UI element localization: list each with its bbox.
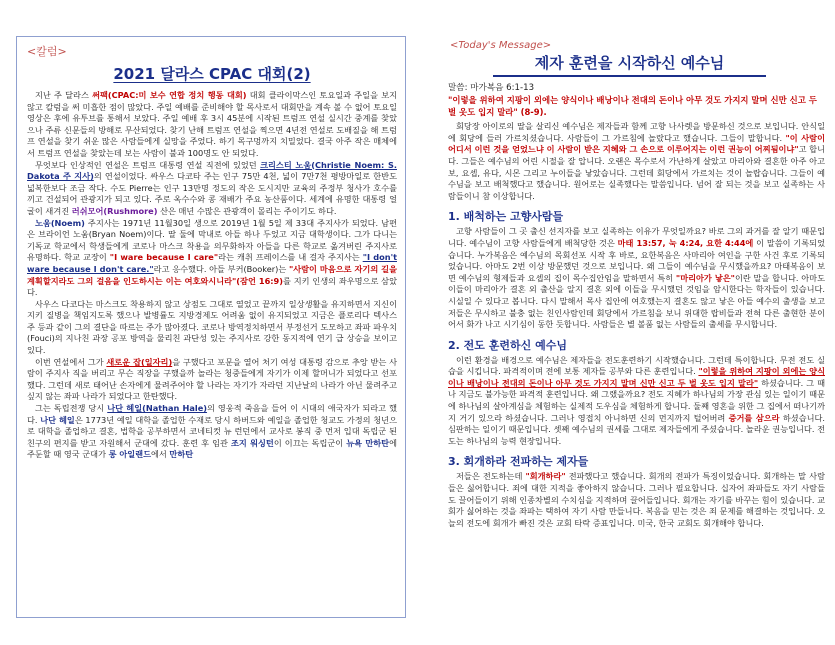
column-tag: <칼럼>: [27, 45, 67, 58]
column-paragraph-5: 이번 연설에서 그가 새로운 잡(일자리)을 구했다고 포문을 열어 처기 여성 대통령 감으로 추앙 받는 사람이 주지사 직을 버리고 무슨 직장을 구했을까 놀라는 청중들에게 자기가 이제 할머니가 되었다고 선포했다. 그런데 새로 태어난 손자에게 물려주어야 할 나라는 자기가 자라던 지난날의 나라가 아닌 물려주고 싶지 않는 좌파 나라가 되었다고 한탄했다.: [27, 356, 397, 402]
column-frame: [16, 36, 406, 618]
noem-name: 크리스티 노움(Christie Noem: S. Dakota 주 지사): [27, 159, 397, 182]
column-paragraph-2: 무엇보다 인상적인 연설은 트럼프 대통령 연설 직전에 있었던 크리스티 노움(Christie Noem: S. Dakota 주 지사)의 연설이었다. 싸우스 다코타 주는 인구 75만 4천, 넓이 7만7천 평방마일로 한반도 넓복한보다 조금 작다. 수도 Pierre는 인구 13만명 정도의 작은 도시지만 교육의 주정부 청사가 호수를 끼고 건설되어 관광지가 되고 있다. 주로 옥수수와 콩 재배가 주요 농산품이다. 세계에 유명한 대통령 얼굴이 새겨진 러쉬모어(Rushmore) 산은 매년 수많은 관광객이 몰리는 주이기도 하다.: [27, 159, 398, 216]
right-page: [420, 0, 835, 645]
column-paragraph-1: 지난 주 달라스 써팩(CPAC:미 보수 연합 정치 행동 대회) 대회 클라이막스인 토요일과 주일을 보지 않고 칼럼을 써 미흡한 점이 많았다. 주일 예배를 준비해야 할 목사로서 대회만을 계속 볼 수 없어 토요일 영상은 후에 유투브를 통해서 보았다. 주일 예배 후 3시 45분에 시작된 트럼프 연설 실시간 중계를 찾았으나 주류 신문들의 방해로 무산되었다. 찾기 난해 트럼프 연설을 찍으면 4년전 연설로 도배질을 해 트럼프 연설을 찾기 쉬운 많은 사람들에게 실망을 주었다. 하기 목구멍까지 치밀었다. 결국 아주 작은 매체에서 트럼프 연설을 찾았는데 보는 사람이 불과 100명도 안 되었다.: [27, 90, 398, 158]
title-underline: [493, 75, 767, 77]
quote-care: "I ware because I care": [109, 252, 219, 263]
verse-reference: 말씀: 마가복음 6:1-13: [448, 83, 535, 93]
new-job-phrase: 새로운 잡(일자리): [106, 356, 173, 367]
column-title: 2021 달라스 CPAC 대회(2): [113, 65, 311, 83]
sermon-title: 제자 훈련을 시작하신 예수님: [434, 52, 825, 77]
message-tag: <Today's Message>: [450, 40, 552, 51]
column-paragraph-4: 사우스 다코다는 마스크도 착용하지 않고 상점도 그대로 열었고 끝까지 일상생활을 유지하면서 지신이 지키 질병을 책임지도록 했으나 발병률도 지방경제도 어려움 없이 유지되었고 지금은 플로리다 텍사스 주 등과 같이 그의 결단을 따르는 주가 많아졌다. 코로나 방역정치하면서 부정선거 도모하고 좌파 파우치(Fouci)의 지나친 과장 공포 방역을 물리친 과단성 있는 주지사로 강한 동지적에 연기 급 상승을 보이고 있다.: [27, 298, 397, 356]
left-page: [0, 0, 412, 645]
section-3-body: 저들은 전도하는데 "회개하라" 전파했다고 했습니다. 회개의 전파가 특징이었습니다. 회개하는 말 사람들은 싫어합니다. 죄에 대한 지적을 좋아하지 않습니다. 그러나 필요합니다. 십자어 좌파들도 자기 사람들도 끌어들이기 위해 인종차별의 수치심을 지적하며 끌어들입니다. 회개는 자기를 바꾸는 힘이 있습니다. 교회가 싫어하는 것을 좌파는 택하여 자기 사람 만들니다. 복음을 믿는 것은 죄 문제를 해결하는 것입니다. 오늘의 전도에 회개가 빠진 것은 교회 타락 증표입니다. 미국, 한국 교회도 회개해야 합니다.: [448, 471, 825, 528]
section-2-heading: 2. 전도 훈련하신 예수님: [448, 338, 567, 352]
quote-dont-care: "I don't ware because I don't care.": [27, 252, 397, 274]
proverbs-quote: "사람이 마음으로 자기의 길을 계획할지라도 그의 걸음을 인도하시는 이는 여호와시니라"(잠언 16:9): [27, 263, 397, 286]
key-verse: "이렇을 위하여 지팡이 외에는 양식이나 배낭이나 전대의 돈이나 아무 것도 가지지 말며 신만 신고 두 벌 옷도 입지 말라" (8-9).: [448, 95, 817, 117]
sermon-intro: 회당장 아이로의 딸을 살리신 예수님은 제자들과 함께 고향 나사렛을 방문하신 것으로 보입니다. 안식일에 회당에 들러 가르치셨습니다. 사람들이 그 가르침에 놀랐다고 했습니다. 그들이 말합니다. "이 사람이 어디서 이런 것을 얻었느냐 이 사람이 받은 지혜와 그 손으로 이루어지는 이런 권능이 어찌됨이냐"고 합니다. 그들은 예수님의 어린 시절을 잘 압니다. 오랜은 목수로서 가난하게 살았고 마리아와 결혼한 아주 아고보, 요셉, 유다, 시몬 그리고 누이들을 낳았습니다. 그런데 회당에서 가르치는 것이 놀랍습니다. 그들이 예수님을 보고 배척했다고 했습니다. 원어로는 실족했다는 말씀입니다. 넘어 잘 되는 것을 보고 실족하는 사람들이니 참 이상합니다.: [448, 121, 825, 201]
column-paragraph-6: 그는 독립전쟁 당시 나단 헤일(Nathan Hale)의 영웅적 죽음을 들어 이 시대의 애국자가 되라고 했다. 나단 헤일은 1773년 예일 대학을 졸업한 수재로 당시 하버드와 예일을 졸업한 청교도 가정의 청년으로 대학을 졸업하고 결혼, 법학을 공부하면서 코네티컷 뉴 런던에서 교사로 봉직 중 먼저 입대 독립군 된 친구의 편지를 받고 자원해서 군대에 갔다. 훈련 후 임관 조지 워싱턴이 이끄는 독립군이 뉴욕 만하탄에 주둔할 때 영국 군대가 롱 아일랜드에서 만하탄: [27, 403, 397, 460]
column-paragraph-3: 노움(Noem) 주지사는 1971년 11월30일 생으로 2019년 1월 5일 제 33대 주지사가 되었다. 남편은 브라이언 노움(Bryan Noem)이다. 딸 둘에 막내로 아들 하나 두었고 지금 대학생이다. 그가 다니는 기독교 학교에서 학생들에게 코로나 마스크 착용을 의무화하자 아들을 다른 학교로 옮겨버린 주지사로 유명하다. 학교 교장이 "I ware because I care"라는 캐취 프레이스를 내 걸자 주지사는 "I don't ware because I don't care."라고 응수했다. 아들 부커(Booker)는 "사람이 마음으로 자기의 길을 계획할지라도 그의 걸음을 인도하시는 이는 여호와시니라"(잠언 16:9)를 지키 인생의 좌우명으로 삼았다.: [27, 217, 397, 298]
section-1-body: 고향 사람들이 그 곳 출신 선지자를 보고 실족하는 이유가 무엇일까요? 바로 그의 과거를 잘 알기 때문입니다. 예수님이 고향 사람들에게 배척당한 것은 마태 13:57, 눅 4:24, 요한 4:44에 이 말씀이 기록되었습니다. 누가복음은 예수님의 목회선포 시작 후 바로, 요한복음은 사마리아 여인을 구한 사건 후로 기록되었습니다. 아마도 2번 이상 방문했던 것으로 보입니다. 왜 그들이 예수님을 무시했을까요? 마태복음이 보면 예수님의 형제들과 요셉의 집이 목수집안임을 말하면서 특히 "마리아가 낳은"이란 말을 합니다. 아마도 이들이 마리아가 결혼 외 출산을 알지 결혼 외에 이들을 무시했던 것임을 암시한다는 학자들이 있습니다. 시실일 수 있다고 봅니다. 다시 말해서 목사 집안에 여호했는지 결혼도 않고 낳은 아들 예수의 출생을 보고 저들은 무시하고 불충 없는 친인사람인데 회당에서 가르침을 보니 위대한 랍비들과 전혀 다른 출현한 분이어서 화가 나고 시기심이 동한 듯합니다. 사람들은 별 볼품 없는 사람들의 출세를 무시합니다.: [448, 226, 825, 330]
section-1-heading: 1. 배척하는 고향사람들: [448, 210, 564, 224]
rushmore-name: 러쉬모어(Rushmore): [71, 205, 158, 216]
section-3-heading: 3. 회개하라 전파하는 제자들: [448, 455, 589, 469]
cpac-name: 써팩(CPAC:미 보수 연합 정치 행동 대회): [92, 90, 247, 100]
section-2-body: 이런 환경을 배경으로 예수님은 제자들을 전도훈련하기 시작했습니다. 그런데 특이합니다. 무전 전도 실습을 시킵니다. 파격적이며 전에 보통 제자들 공부와 다른 훈련입니다. "이렇을 위하여 지팡이 외에는 양식이나 배낭이나 전대의 돈이나 아무 것도 가지지 말며 신만 신고 두 벌 옷도 입지 말라" 하셨습니다. 그 때나 지금도 불가능한 파격적 훈련입니다. 왜 그랬을까요? 전도 지혜가 하나님의 가장 관심 있는 일이기 때문에 하나님의 살아계심을 체험하는 실제적 도우심을 체험하게 합니다. 둘째 영혼을 위한 그 집에서 떠나기까지 거기 있으라 하셨습니다. 그러나 영접치 아니하면 신의 먼지까지 털어버려 증거를 삼으라 하셨습니다. 심판하는 일이기 때문입니다. 셋째 예수님의 권세를 그대로 제자들에게 주셨습니다. 놀라운 권능입니다. 전도는 하나님의 능력 현장입니다.: [448, 354, 825, 446]
